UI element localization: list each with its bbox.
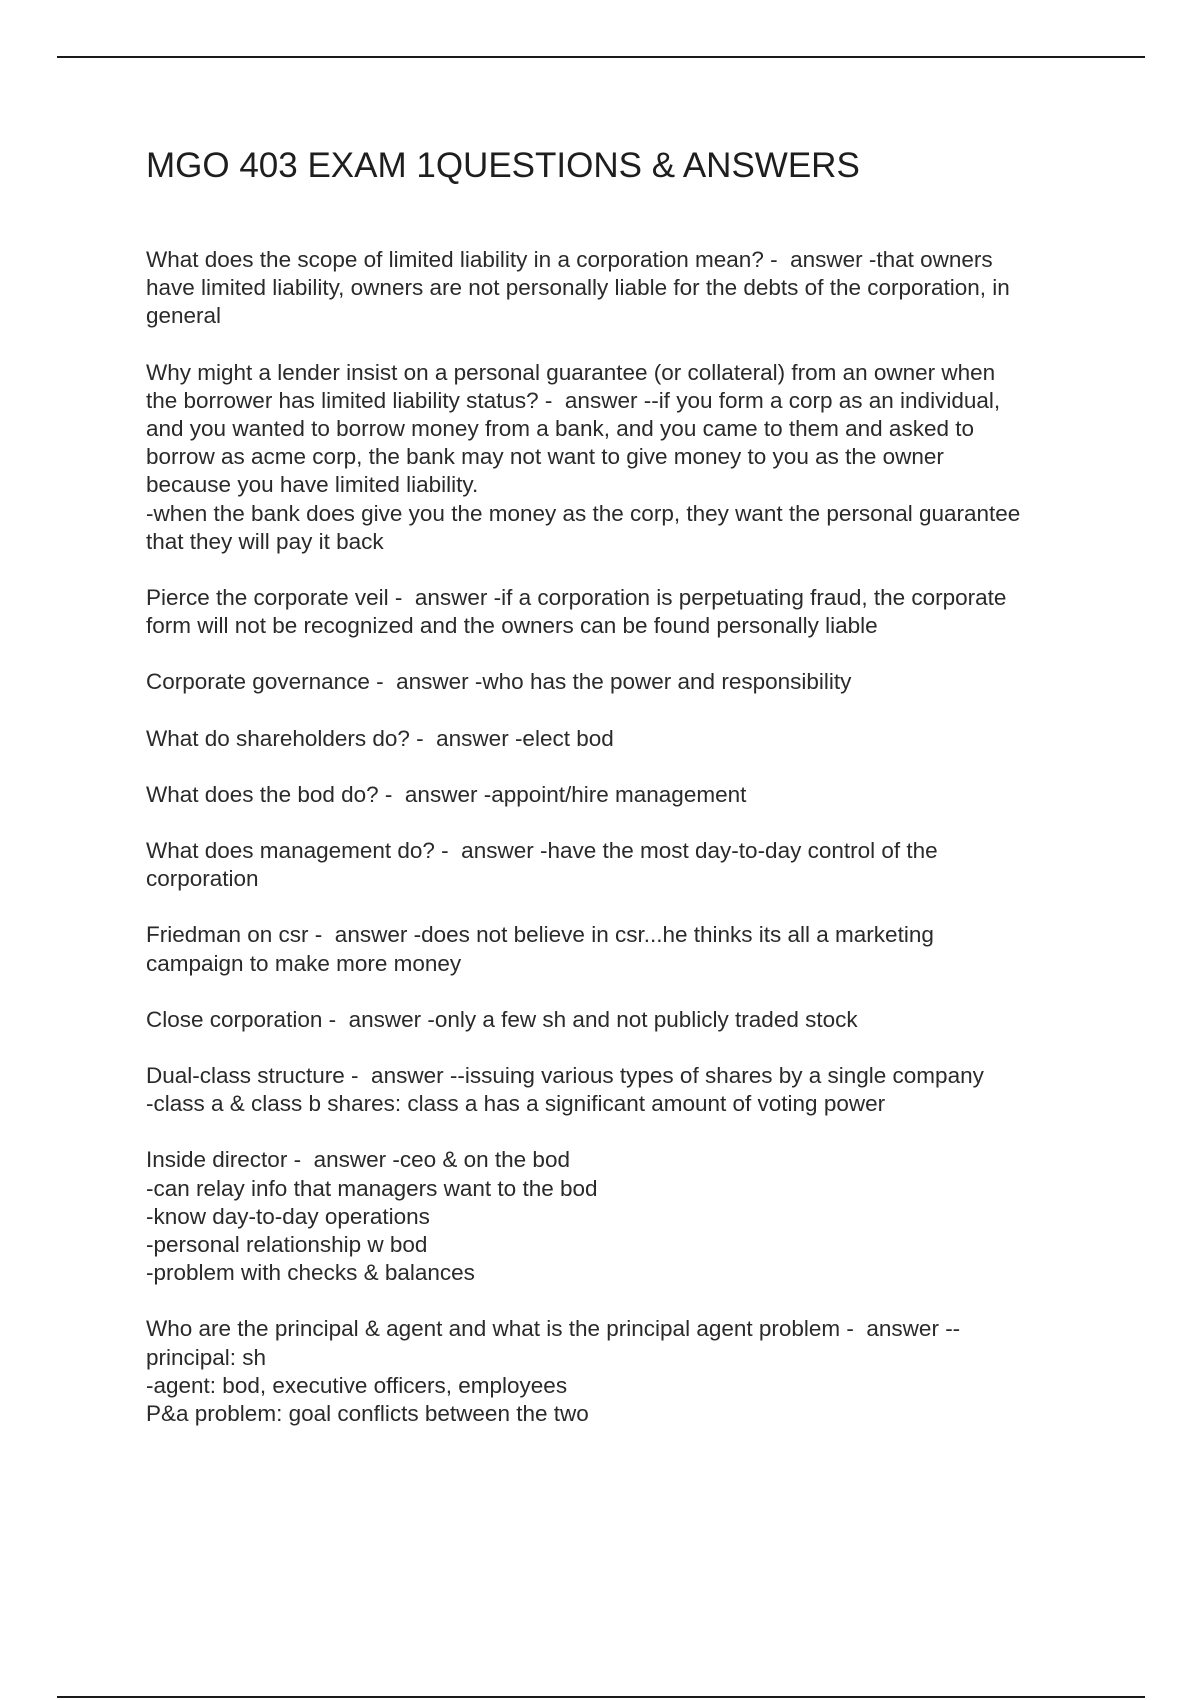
document-body [146,144,1096,1456]
qa-item: Friedman on csr - answer -does not believe in csr...he thinks its all a marketing campaign to make more money [146,922,934,976]
top-rule [57,56,1145,58]
qa-item: What does the bod do? - answer -appoint/hire management [146,781,747,807]
qa-item: What do shareholders do? - answer -elect bod [146,725,614,751]
qa-item: Who are the principal & agent and what is the principal agent problem - answer -- principal: sh -agent: bod, executive officers, employees P&a problem: goal conflicts between the two [146,1316,961,1427]
qa-item: What does the scope of limited liability in a corporation mean? - answer -that owners have limited liability, owners are not personally liable for the debts of the corporation, in general [146,247,1010,329]
qa-item: Corporate governance - answer -who has the power and responsibility [146,669,852,695]
qa-item: Pierce the corporate veil - answer -if a corporation is perpetuating fraud, the corporate form will not be recognized and the owners can be found personally liable [146,585,1007,639]
qa-item: Inside director - answer -ceo & on the bod -can relay info that managers want to the bod -know day-to-day operations -personal relationship w bod -problem with checks & balances [146,1147,598,1286]
bottom-rule [57,1696,1145,1698]
qa-item: What does management do? - answer -have the most day-to-day control of the corporation [146,838,938,892]
document-title: MGO 403 EXAM 1QUESTIONS & ANSWERS [146,146,860,185]
qa-item: Dual-class structure - answer --issuing various types of shares by a single company -class a & class b shares: class a has a significant amount of voting power [146,1063,984,1117]
qa-item: Close corporation - answer -only a few sh and not publicly traded stock [146,1006,858,1032]
qa-item: Why might a lender insist on a personal guarantee (or collateral) from an owner when the borrower has limited liability status? - answer --if you form a corp as an individual, and you wanted to borrow money from a bank, and you came to them and asked to borrow as acme corp, the bank may not want to give money to you as the owner because you have limited liability. -when the bank does give you the money as the corp, they want the personal guarantee that they will pay it back [146,359,1021,554]
